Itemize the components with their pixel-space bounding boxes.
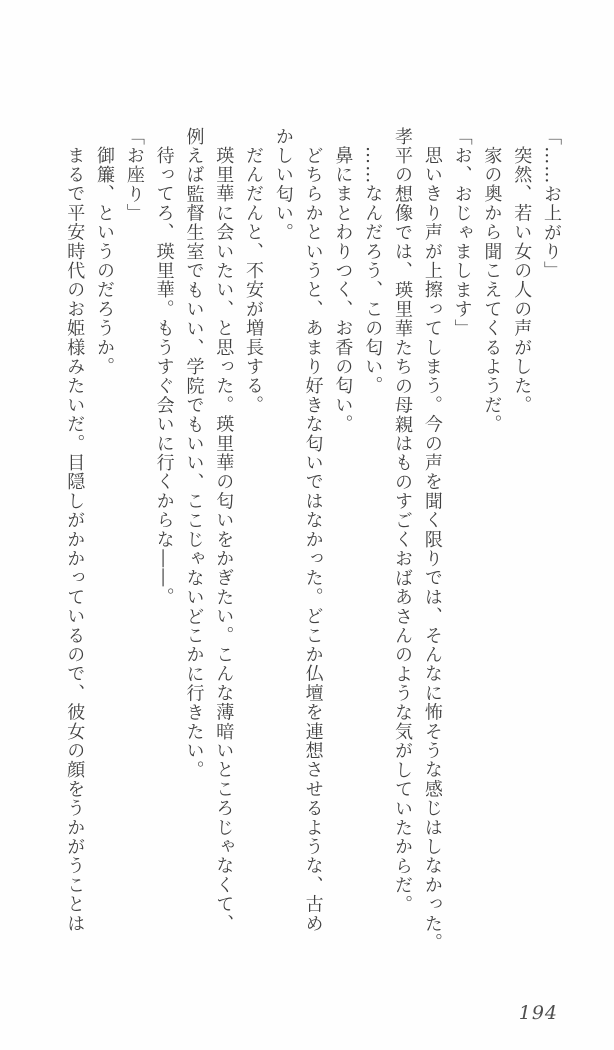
paragraph-continuation-line: 孝平の想像では、瑛里華たちの母親はものすごくおばあさんのような気がしていたからだ。 xyxy=(392,127,414,915)
paragraph-line: 瑛里華に会いたい、と思った。瑛里華の匂いをかぎたい。こんな薄暗いところじゃなくて、 xyxy=(213,146,235,934)
paragraph-line: だんだんと、不安が増長する。 xyxy=(243,146,265,415)
paragraph-line: 「……お上がり」 xyxy=(541,127,562,281)
paragraph-line: 鼻にまとわりつく、お香の匂い。 xyxy=(332,146,354,434)
paragraph-line: 「お、おじゃまします」 xyxy=(451,127,473,339)
page-number: 194 xyxy=(518,1002,558,1024)
paragraph-line: どちらかというと、あまり好きな匂いではなかった。どこか仏壇を連想させるような、古め xyxy=(302,146,324,934)
paragraph-line: 家の奥から聞こえてくるようだ。 xyxy=(481,146,503,434)
paragraph-line: 突然、若い女の人の声がした。 xyxy=(511,146,533,415)
paragraph-continuation-line: 例えば監督生室でもいい、学院でもいい、ここじゃないどこかに行きたい。 xyxy=(183,127,205,780)
paragraph-continuation-line: かしい匂い。 xyxy=(272,127,294,243)
paragraph-line: 「お座り」 xyxy=(123,127,145,223)
paragraph-line: 思いきり声が上擦ってしまう。今の声を聞く限りでは、そんなに怖そうな感じはしなかった。 xyxy=(421,146,443,953)
paragraph-line: ……なんだろう、この匂い。 xyxy=(362,146,384,396)
paragraph-line: 待ってろ、瑛里華。もうすぐ会いに行くからな――。 xyxy=(153,146,175,607)
text-block xyxy=(54,127,566,967)
paragraph-line: まるで平安時代のお姫様みたいだ。目隠しがかかっているので、彼女の顔をうかがうことは xyxy=(64,146,86,934)
paragraph-line: 御簾、というのだろうか。 xyxy=(94,146,116,377)
